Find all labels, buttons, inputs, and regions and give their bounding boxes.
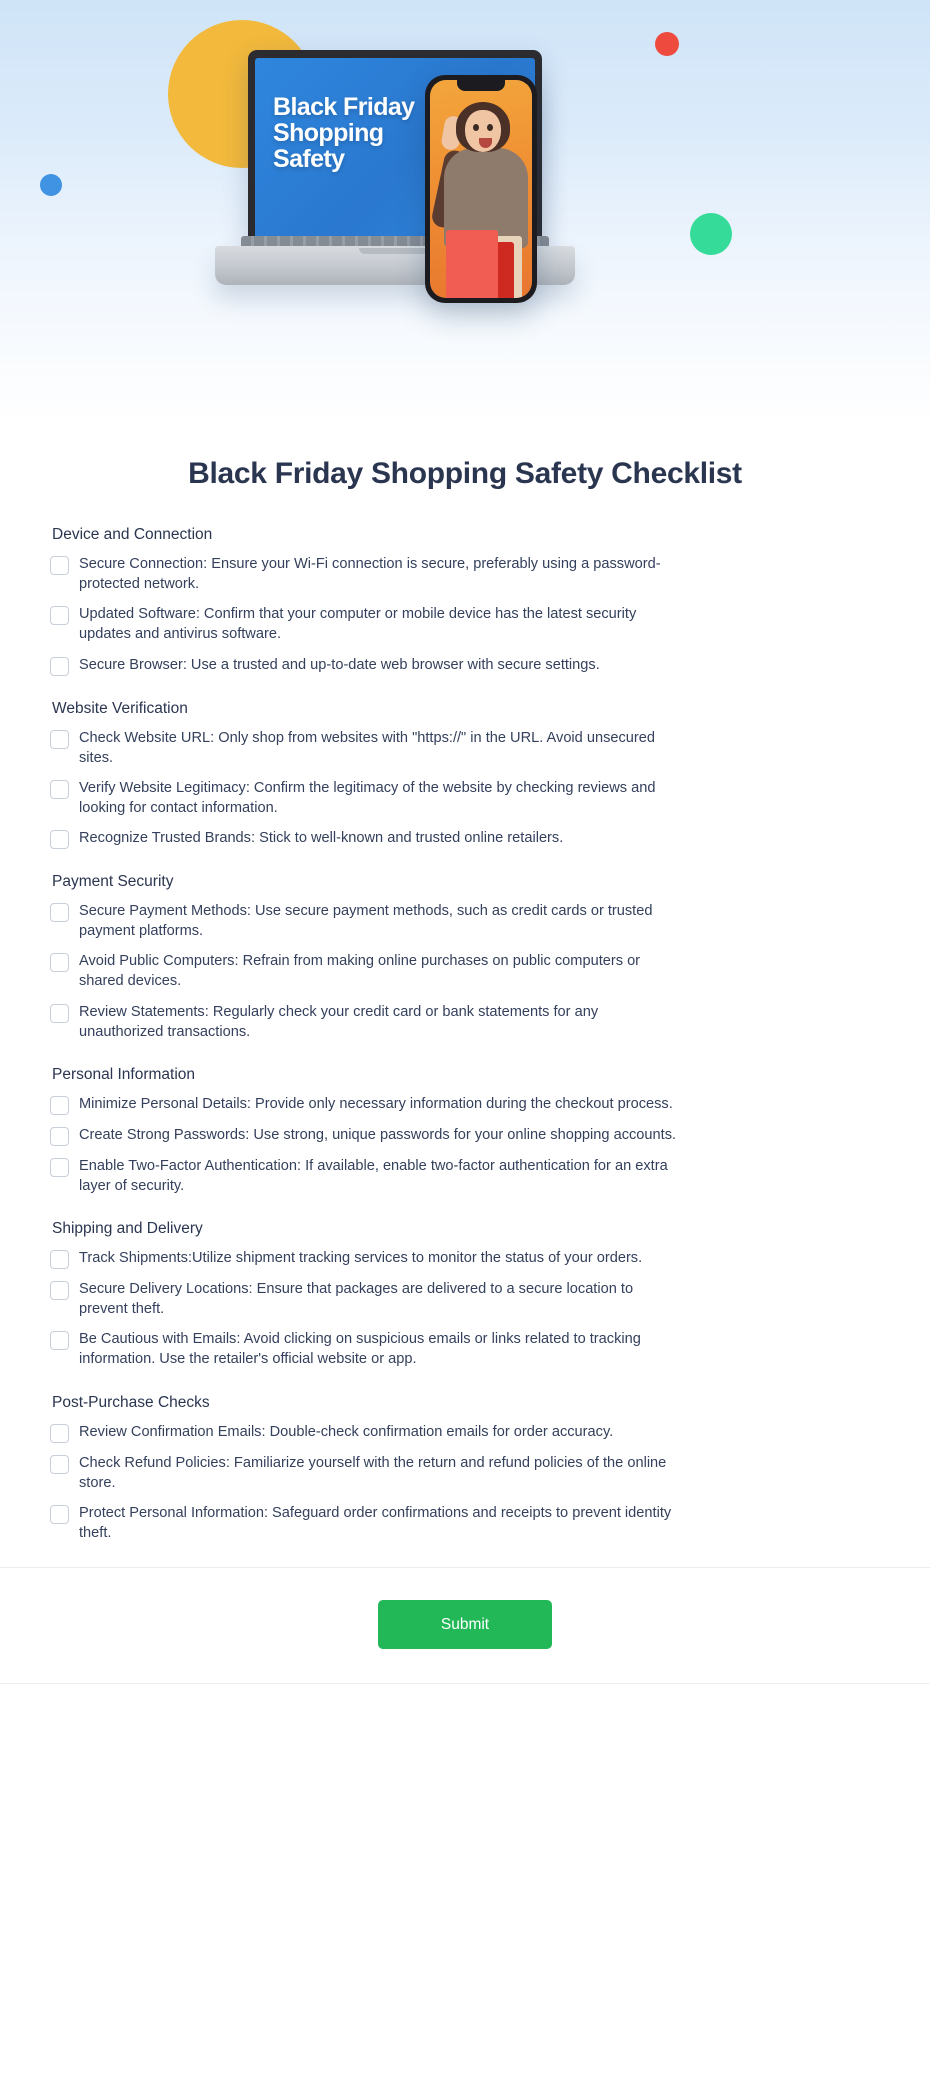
checkbox-icon[interactable] <box>50 1158 69 1177</box>
phone-screen <box>430 80 532 298</box>
page-title: Black Friday Shopping Safety Checklist <box>188 457 742 490</box>
checklist-item-label: Review Confirmation Emails: Double-check confirmation emails for order accuracy. <box>79 1423 614 1440</box>
checklist-item[interactable] <box>50 604 880 644</box>
checklist-item[interactable] <box>50 778 880 818</box>
checklist-group <box>50 1394 880 1544</box>
checklist-item-label: Secure Connection: Ensure your Wi-Fi connection is secure, preferably using a password-protected network. <box>79 556 661 593</box>
checklist-item[interactable] <box>50 655 880 676</box>
checklist-item[interactable] <box>50 901 880 941</box>
checkbox-icon[interactable] <box>50 730 69 749</box>
phone-illustration <box>425 75 537 303</box>
checkbox-icon[interactable] <box>50 953 69 972</box>
checklist-group-title: Website Verification <box>52 699 188 717</box>
checklist-item[interactable] <box>50 1248 880 1269</box>
checklist-item[interactable] <box>50 1453 880 1493</box>
main-content <box>0 445 930 1543</box>
checklist-item[interactable] <box>50 1125 880 1146</box>
checklist-group <box>50 1220 880 1370</box>
shopping-bag-red <box>446 230 498 298</box>
checkbox-icon[interactable] <box>50 830 69 849</box>
shopper-eye-left <box>473 124 479 131</box>
checklist-group-title: Payment Security <box>52 873 174 890</box>
checkbox-icon[interactable] <box>50 1250 69 1269</box>
checklist-item[interactable] <box>50 951 880 991</box>
checklist-item[interactable] <box>50 728 880 768</box>
checklist-item-label: Avoid Public Computers: Refrain from making online purchases on public computers or shared devices. <box>79 953 641 990</box>
checklist-item[interactable] <box>50 554 880 594</box>
checkbox-icon[interactable] <box>50 1455 69 1474</box>
checklist-item-label: Enable Two-Factor Authentication: If available, enable two-factor authentication for an extra layer of security. <box>79 1157 668 1194</box>
decorative-red-circle <box>655 32 679 56</box>
checklist-item-label: Protect Personal Information: Safeguard order confirmations and receipts to prevent identity theft. <box>79 1504 672 1541</box>
hero-headline-line-1: Black Friday <box>273 93 415 121</box>
checklist-group <box>50 526 880 676</box>
submit-button[interactable]: Submit <box>378 1600 552 1649</box>
checklist-group-title: Shipping and Delivery <box>52 1220 203 1237</box>
checklist <box>50 526 880 1543</box>
checklist-item-label: Create Strong Passwords: Use strong, unique passwords for your online shopping accounts. <box>79 1126 677 1143</box>
decorative-green-circle <box>690 213 732 255</box>
checklist-item-label: Updated Software: Confirm that your computer or mobile device has the latest security updates and antivirus software. <box>79 606 637 643</box>
checkbox-icon[interactable] <box>50 1127 69 1146</box>
hero-headline-line-2: Shopping <box>273 119 384 147</box>
checklist-item-label: Check Refund Policies: Familiarize yourself with the return and refund policies of the online store. <box>79 1454 667 1491</box>
checkbox-icon[interactable] <box>50 1096 69 1115</box>
checklist-group <box>50 1066 880 1196</box>
shopper-eye-right <box>487 124 493 131</box>
checklist-item-label: Recognize Trusted Brands: Stick to well-known and trusted online retailers. <box>79 830 564 846</box>
checklist-item-label: Verify Website Legitimacy: Confirm the legitimacy of the website by checking reviews and looking for contact information. <box>79 779 656 816</box>
checklist-group <box>50 700 880 850</box>
hero-headline-line-3: Safety <box>273 145 345 173</box>
checklist-item[interactable] <box>50 1002 880 1042</box>
checkbox-icon[interactable] <box>50 903 69 922</box>
checklist-item[interactable] <box>50 1329 880 1369</box>
checkbox-icon[interactable] <box>50 1004 69 1023</box>
checklist-item-label: Secure Delivery Locations: Ensure that packages are delivered to a secure location to prevent theft. <box>79 1281 634 1318</box>
checkbox-icon[interactable] <box>50 657 69 676</box>
checklist-item-label: Secure Payment Methods: Use secure payment methods, such as credit cards or trusted payment platforms. <box>79 903 653 940</box>
submit-row <box>0 1568 930 1683</box>
checklist-item-label: Track Shipments:Utilize shipment tracking services to monitor the status of your orders. <box>79 1250 643 1266</box>
checkbox-icon[interactable] <box>50 1424 69 1443</box>
checklist-item[interactable] <box>50 828 880 849</box>
checklist-group-title: Device and Connection <box>52 526 213 543</box>
checklist-item-label: Check Website URL: Only shop from websites with "https://" in the URL. Avoid unsecured sites. <box>79 729 655 766</box>
checklist-item-label: Review Statements: Regularly check your credit card or bank statements for any unauthorized transactions. <box>79 1003 599 1040</box>
checklist-item-label: Secure Browser: Use a trusted and up-to-date web browser with secure settings. <box>79 656 600 673</box>
checkbox-icon[interactable] <box>50 780 69 799</box>
hero-banner <box>0 0 930 425</box>
checklist-item[interactable] <box>50 1279 880 1319</box>
checklist-item[interactable] <box>50 1156 880 1196</box>
checklist-item[interactable] <box>50 1503 880 1543</box>
decorative-blue-circle <box>40 174 62 196</box>
checklist-group-title: Personal Information <box>52 1065 196 1083</box>
checkbox-icon[interactable] <box>50 1331 69 1350</box>
footer-divider <box>0 1683 930 1684</box>
checklist-item-label: Be Cautious with Emails: Avoid clicking on suspicious emails or links related to tracking information. Use the retailer's official website or app. <box>79 1331 641 1368</box>
checklist-item[interactable] <box>50 1422 880 1443</box>
checklist-item[interactable] <box>50 1094 880 1115</box>
checkbox-icon[interactable] <box>50 556 69 575</box>
hero-headline <box>273 94 414 172</box>
checkbox-icon[interactable] <box>50 1281 69 1300</box>
phone-notch <box>457 80 505 91</box>
checklist-group <box>50 873 880 1042</box>
checklist-group-title: Post-Purchase Checks <box>52 1393 210 1411</box>
checklist-item-label: Minimize Personal Details: Provide only necessary information during the checkout process. <box>79 1095 673 1112</box>
checkbox-icon[interactable] <box>50 1505 69 1524</box>
checkbox-icon[interactable] <box>50 606 69 625</box>
